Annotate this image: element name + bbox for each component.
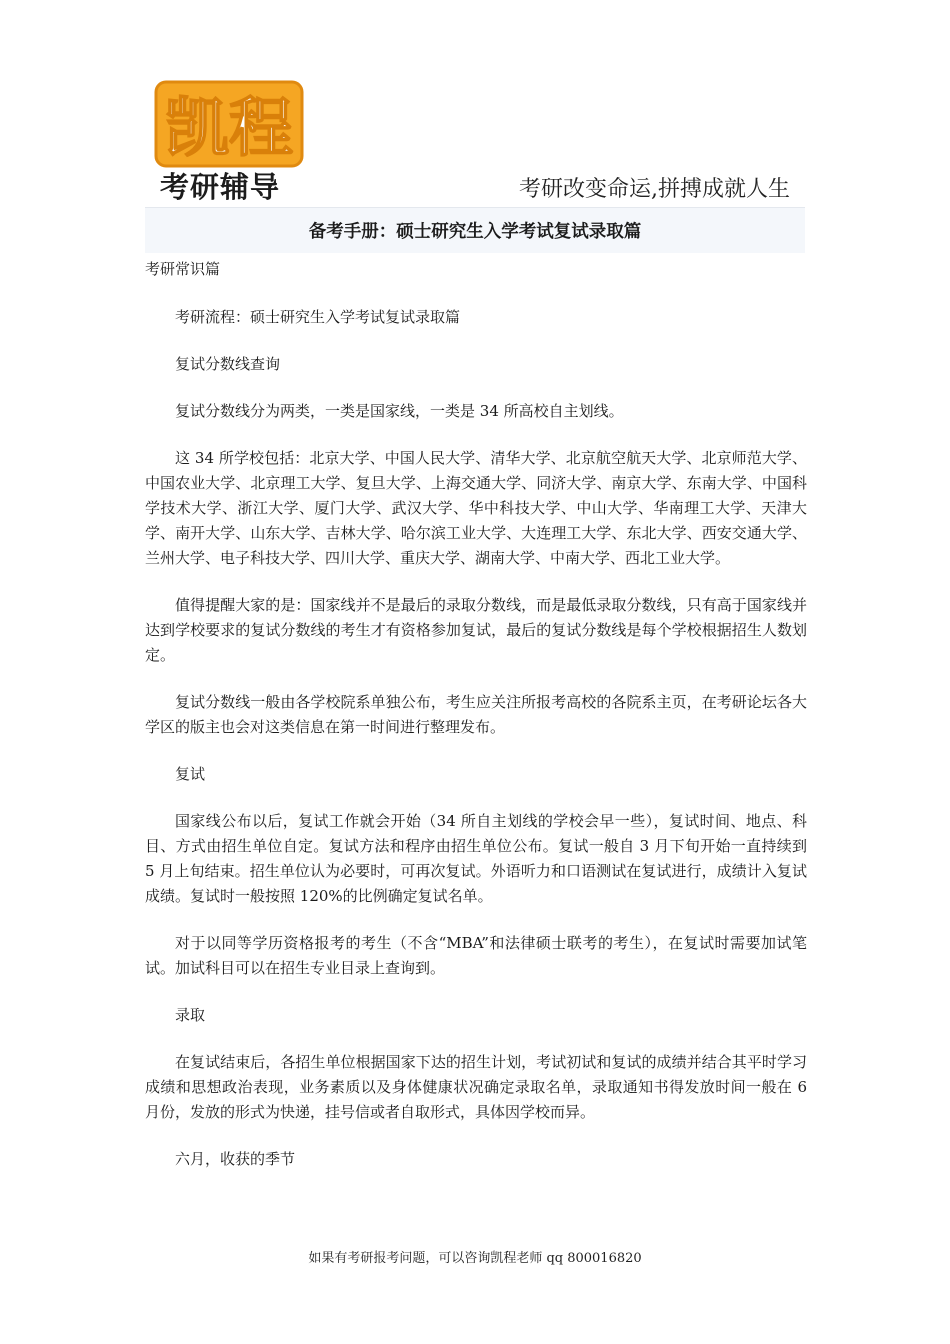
section-heading: 复试分数线查询 xyxy=(175,355,281,373)
logo-subtitle: 考研辅导 xyxy=(160,170,281,204)
title-bar xyxy=(145,207,805,253)
paragraph: 对于以同等学历资格报考的考生（不含“MBA”和法律硕士联考的考生），在复试时需要加试笔试。加试科目可以在招生专业目录上查询到。 xyxy=(145,934,807,977)
paragraph: 考研流程：硕士研究生入学考试复试录取篇 xyxy=(175,308,461,326)
section-label: 考研常识篇 xyxy=(145,260,221,278)
paragraph: 值得提醒大家的是：国家线并不是最后的录取分数线，而是最低录取分数线，只有高于国家线并达到学校要求的复试分数线的考生才有资格参加复试，最后的复试分数线是每个学校根据招生人数划定。 xyxy=(145,596,807,664)
paragraph: 复试分数线分为两类，一类是国家线，一类是 34 所高校自主划线。 xyxy=(175,402,624,420)
svg-text:凯程: 凯程 xyxy=(165,92,293,166)
article-body xyxy=(145,305,807,1194)
kaicheng-logo-mark xyxy=(154,78,304,170)
section-heading: 六月，收获的季节 xyxy=(175,1150,296,1168)
paragraph: 国家线公布以后，复试工作就会开始（34 所自主划线的学校会早一些），复试时间、地点、科目、方式由招生单位自定。复试方法和程序由招生单位公布。复试一般自 3 月下旬开始一直持续到 5 月上旬结束。招生单位认为必要时，可再次复试。外语听力和口语测试在复试进行，成绩计入复试成绩。复试时一般按照 120%的比例确定复试名单。 xyxy=(145,812,807,905)
paragraph: 这 34 所学校包括：北京大学、中国人民大学、清华大学、北京航空航天大学、北京师范大学、中国农业大学、北京理工大学、复旦大学、上海交通大学、同济大学、南京大学、东南大学、中国科学技术大学、浙江大学、厦门大学、武汉大学、华中科技大学、中山大学、华南理工大学、天津大学、南开大学、山东大学、吉林大学、哈尔滨工业大学、大连理工大学、东北大学、西安交通大学、兰州大学、电子科技大学、四川大学、重庆大学、湖南大学、中南大学、西北工业大学。 xyxy=(145,449,807,567)
section-heading: 录取 xyxy=(175,1006,206,1024)
paragraph: 在复试结束后，各招生单位根据国家下达的招生计划，考试初试和复试的成绩并结合其平时学习成绩和思想政治表现，业务素质以及身体健康状况确定录取名单，录取通知书得发放时间一般在 6 月份，发放的形式为快递，挂号信或者自取形式，具体因学校而异。 xyxy=(145,1053,807,1121)
paragraph: 复试分数线一般由各学校院系单独公布，考生应关注所报考高校的各院系主页，在考研论坛各大学区的版主也会对这类信息在第一时间进行整理发布。 xyxy=(145,693,807,736)
page-title: 备考手册：硕士研究生入学考试复试录取篇 xyxy=(308,222,642,242)
section-heading: 复试 xyxy=(175,765,206,783)
slogan: 考研改变命运,拼搏成就人生 xyxy=(519,177,790,202)
kaicheng-logo xyxy=(150,70,310,204)
footer-contact: 如果有考研报考问题，可以咨询凯程老师 qq 800016820 xyxy=(308,1251,642,1266)
